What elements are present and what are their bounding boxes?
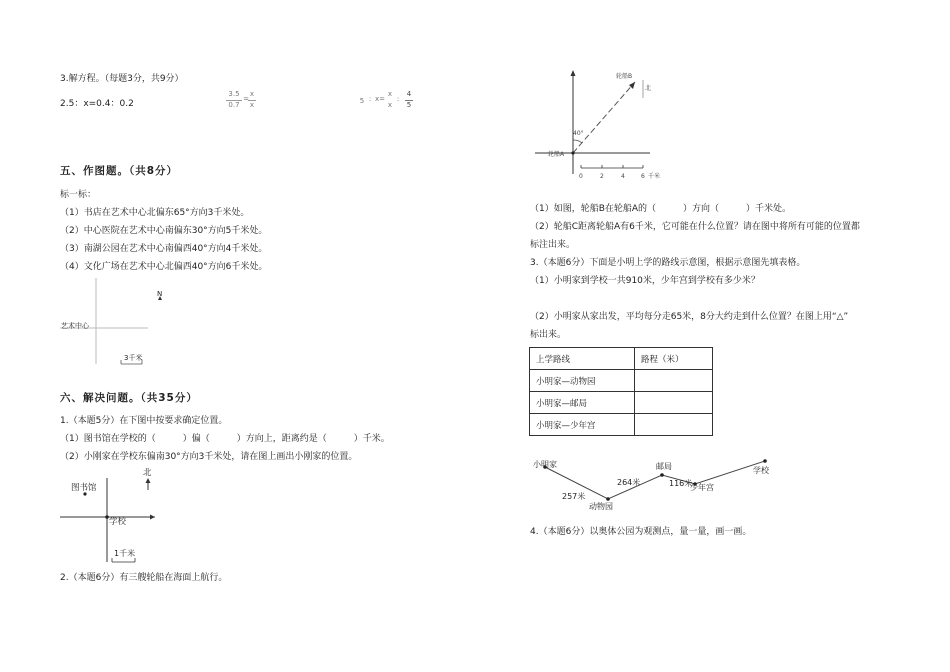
route-school-label: 学校 [753, 466, 769, 475]
q2-sub-1: （1）如图，轮船B在轮船A的（ ）方向（ ）千米处。 [530, 204, 792, 214]
eq3-denominator-a: x [387, 101, 393, 109]
angle-arc [573, 140, 582, 143]
library-label: 图书馆 [71, 483, 97, 493]
q1-sub-2: （2）小刚家在学校东偏南30°方向3千米处，请在图上画出小刚家的位置。 [60, 452, 358, 462]
route-home-label: 小明家 [533, 460, 557, 469]
q1-sub-1: （1）图书馆在学校的（ ）偏（ ）方向上，距离约是（ ）千米。 [60, 434, 390, 444]
q2-sub-2-line-2: 标注出来。 [530, 240, 576, 250]
table-row [530, 414, 713, 436]
art-north-label: N [157, 290, 163, 298]
q3-sub-1: （1）小明家到学校一共910米，少年宫到学校有多少米？ [530, 276, 760, 286]
table-answer-cell[interactable] [635, 392, 713, 414]
q4-title: 4.（本题6分）以奥体公园为观测点，量一量，画一画。 [530, 527, 752, 537]
angle-label: 40° [573, 130, 584, 137]
north-label-cn: 北 [143, 468, 152, 478]
q3-title-right: 3.（本题6分）下面是小明上学的路线示意图，根据示意图先填表格。 [530, 258, 806, 268]
school-label: 学校 [109, 517, 127, 527]
eq2-numerator-right: x [249, 90, 255, 98]
table-header-row [530, 348, 713, 370]
q1-title: 1.（本题5分）在下图中按要求确定位置。 [60, 416, 228, 426]
eq3-lead: 5 [359, 97, 365, 105]
eq2-numerator-left: 3.5 [228, 90, 240, 98]
axis-tick-0: 0 [579, 173, 583, 180]
axis-unit: 千米 [648, 173, 661, 180]
route-distance-3: 116米 [669, 479, 693, 488]
q3-sub-2-line-1: （2）小明家从家出发，平均每分走65米，8分大约走到什么位置？在图上用“△” [530, 312, 849, 322]
q2-title: 2.（本题6分）有三艘轮船在海面上航行。 [60, 573, 228, 583]
eq2-denominator-left: 0.7 [228, 101, 240, 109]
axis-tick-6: 6 [641, 173, 645, 180]
equation-1: 2.5：x=0.4：0.2 [60, 99, 134, 109]
section-5-item-1: （1）书店在艺术中心北偏东65°方向3千米处。 [60, 208, 250, 218]
section-5-item-2: （2）中心医院在艺术中心南偏东30°方向5千米处。 [60, 226, 268, 236]
table-header-route: 上学路线 [530, 348, 635, 370]
route-table [529, 347, 713, 436]
art-center-label: 艺术中心 [61, 322, 89, 330]
axis-tick-2: 2 [600, 173, 604, 180]
axis-tick-4: 4 [621, 173, 625, 180]
section-5-title: 五、作图题。（共8分） [60, 165, 179, 177]
ships-north-arrow-icon [571, 70, 576, 76]
eq3-numerator-a: x [387, 90, 393, 98]
east-arrow-icon [150, 515, 155, 520]
school-route-point [763, 459, 767, 463]
table-header-distance: 路程（米） [635, 348, 713, 370]
route-youth-label: 少年宫 [690, 483, 714, 492]
table-answer-cell[interactable] [635, 370, 713, 392]
route-post-label: 邮局 [656, 462, 672, 471]
q2-sub-2-line-1: （2）轮船C距离轮船A有6千米，它可能在什么位置？请在图中将所有可能的位置都 [530, 222, 860, 232]
q3-title: 3.解方程。（每题3分，共9分） [60, 74, 184, 84]
table-answer-cell[interactable] [635, 414, 713, 436]
eq2-denominator-right: x [249, 101, 255, 109]
table-row-label: 小明家—动物园 [530, 370, 635, 392]
school-scale-label: 1千米 [114, 549, 136, 558]
route-distance-2: 264米 [617, 478, 641, 487]
eq3-denominator-b: 5 [406, 101, 412, 109]
equation-3: 5 : x= x x : 4 5 [359, 90, 412, 109]
equation-2: 3.5 0.7 = x x [226, 90, 266, 118]
ships-north-mark: 北 [645, 85, 652, 92]
section-5-item-4: （4）文化广场在艺术中心北偏西40°方向6千米处。 [60, 262, 268, 272]
section-5-intro: 标一标： [60, 190, 97, 200]
table-row-label: 小明家—少年宫 [530, 414, 635, 436]
post-point [660, 473, 664, 477]
north-arrow-icon [158, 296, 162, 300]
table-row [530, 370, 713, 392]
table-row [530, 392, 713, 414]
section-5-item-3: （3）南湖公园在艺术中心南偏西40°方向4千米处。 [60, 244, 268, 254]
eq3-numerator-b: 4 [406, 90, 412, 98]
ship-b-direction-line [573, 82, 635, 153]
route-distance-1: 257米 [562, 492, 586, 501]
ship-a-label: 轮船A [548, 151, 565, 158]
art-scale-label: 3千米 [124, 354, 143, 362]
route-zoo-label: 动物园 [589, 502, 613, 511]
q3-sub-2-line-2: 标出来。 [530, 330, 567, 340]
table-row-label: 小明家—邮局 [530, 392, 635, 414]
ship-a-point [571, 151, 574, 154]
ship-b-label: 轮船B [616, 73, 633, 80]
section-6-title: 六、解决问题。（共35分） [60, 392, 198, 404]
